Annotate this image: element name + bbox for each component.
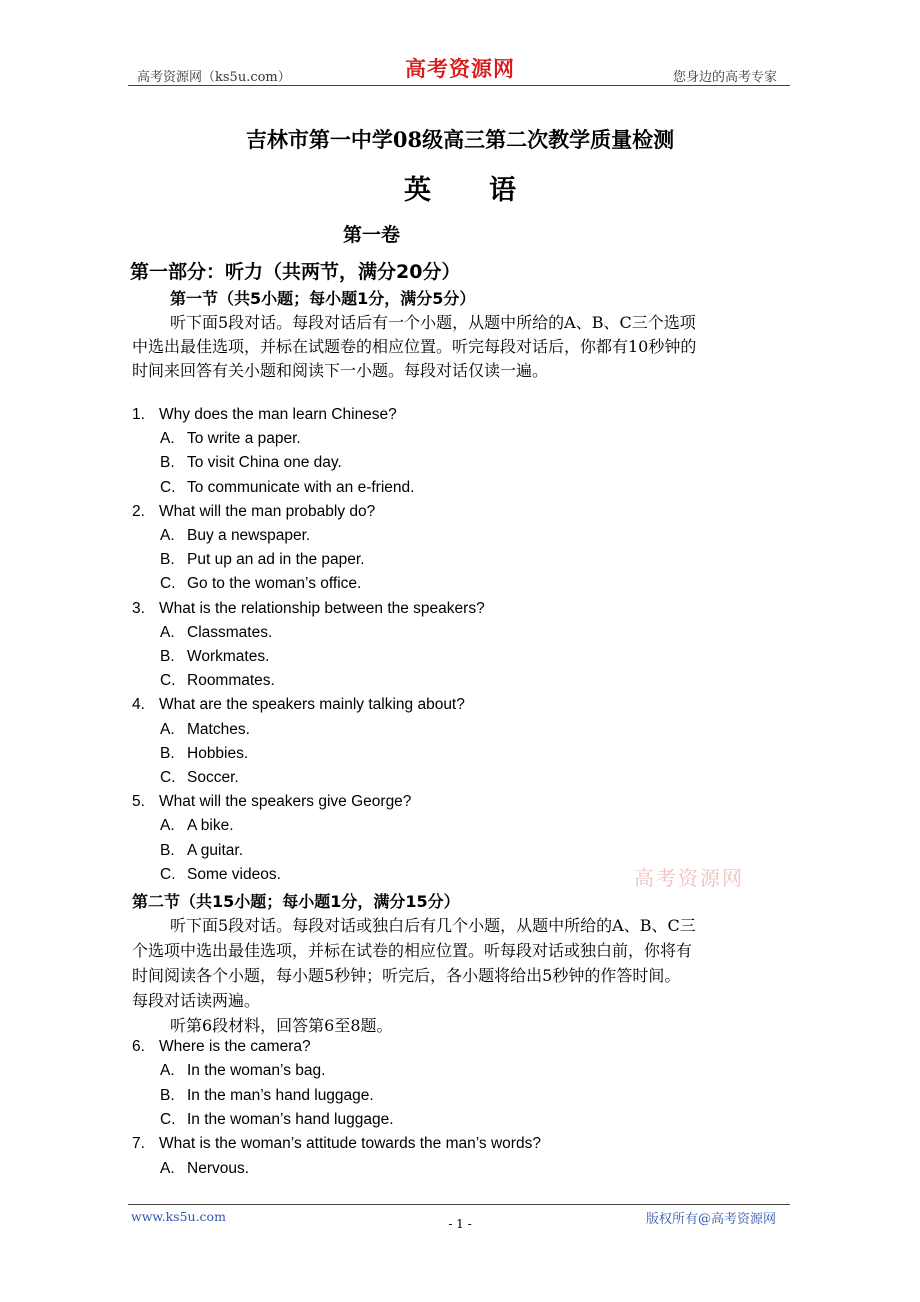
question-number: 6. (132, 1038, 145, 1055)
footer-divider (128, 1204, 790, 1205)
question-item (132, 696, 465, 714)
option-text: Put up an ad in the paper. (187, 551, 365, 569)
answer-option (160, 575, 361, 593)
option-letter: C. (160, 478, 176, 496)
answer-option (160, 454, 342, 472)
footer-link[interactable]: www.ks5u.com (131, 1209, 226, 1224)
answer-option (160, 1160, 249, 1178)
section1-heading: 第一节（共5小题；每小题1分，满分5分） (170, 289, 476, 308)
question-item (132, 793, 411, 811)
option-text: A guitar. (187, 841, 244, 859)
option-text: Go to the woman’s office. (187, 575, 362, 593)
answer-option (160, 551, 365, 569)
option-letter: B. (160, 551, 175, 569)
section2-instruction-line: 听下面5段对话。每段对话或独白后有几个小题，从题中所给的A、B、C三 (170, 916, 696, 935)
option-text: Buy a newspaper. (187, 527, 311, 544)
material-note: 听第6段材料，回答第6至8题。 (170, 1016, 393, 1035)
answer-option (160, 1062, 325, 1080)
option-letter: C. (160, 1110, 176, 1128)
answer-option (160, 624, 272, 642)
option-text: In the man’s hand luggage. (187, 1086, 374, 1104)
option-letter: B. (160, 648, 175, 665)
option-letter: C. (160, 575, 176, 593)
answer-option (160, 745, 248, 763)
question-number: 3. (132, 599, 145, 617)
option-letter: C. (160, 672, 176, 690)
volume-title: 第一卷 (343, 224, 401, 246)
answer-option (160, 721, 250, 739)
question-text: What will the man probably do? (159, 502, 376, 520)
option-text: To write a paper. (187, 430, 301, 448)
option-letter: A. (160, 720, 175, 738)
question-number: 5. (132, 793, 145, 811)
option-letter: B. (160, 841, 175, 859)
section1-instruction-line: 听下面5段对话。每段对话后有一个小题，从题中所给的A、B、C三个选项 (170, 313, 696, 332)
answer-option (160, 866, 281, 884)
option-letter: A. (160, 1159, 175, 1177)
answer-option (160, 479, 414, 497)
section1-instruction-line: 时间来回答有关小题和阅读下一小题。每段对话仅读一遍。 (132, 361, 549, 380)
option-text: Matches. (187, 720, 250, 738)
watermark-logo: 高考资源网 (634, 866, 744, 890)
section2-instruction-line: 个选项中选出最佳选项，并标在试卷的相应位置。听每段对话或独白前，你将有 (132, 941, 693, 960)
answer-option (160, 430, 301, 448)
option-letter: C. (160, 769, 176, 786)
question-text: What are the speakers mainly talking about? (159, 696, 465, 714)
option-text: In the woman’s hand luggage. (187, 1110, 394, 1128)
option-letter: B. (160, 454, 175, 472)
option-text: Roommates. (187, 672, 275, 690)
footer-copyright: 版权所有@高考资源网 (646, 1212, 777, 1227)
option-letter: A. (160, 623, 175, 641)
question-item (132, 406, 397, 424)
option-text: To communicate with an e-friend. (187, 478, 415, 496)
answer-option (160, 842, 243, 860)
section2-instruction-line: 每段对话读两遍。 (132, 991, 261, 1010)
question-number: 1. (132, 406, 145, 423)
question-text: Where is the camera? (159, 1038, 311, 1055)
option-text: Hobbies. (187, 744, 249, 762)
option-text: To visit China one day. (187, 454, 342, 472)
option-letter: C. (160, 865, 176, 883)
section2-instruction-line: 时间阅读各个小题，每小题5秒钟；听完后，各小题将给出5秒钟的作答时间。 (132, 966, 681, 985)
question-text: What will the speakers give George? (159, 793, 412, 811)
option-text: Classmates. (187, 623, 273, 641)
question-text: What is the relationship between the speakers? (159, 599, 485, 617)
answer-option (160, 769, 239, 787)
question-text: What is the woman’s attitude towards the man’s words? (159, 1135, 541, 1153)
header-logo: 高考资源网 (405, 56, 515, 81)
page-number: - 1 - (448, 1217, 472, 1231)
question-item (132, 600, 485, 618)
question-number: 4. (132, 696, 145, 714)
header-site-name: 高考资源网（ks5u.com） (137, 70, 291, 85)
part1-heading: 第一部分：听力（共两节，满分20分） (130, 261, 461, 283)
option-letter: A. (160, 527, 175, 544)
option-text: In the woman’s bag. (187, 1062, 326, 1080)
subject-title: 英语 (404, 175, 574, 206)
question-item (132, 503, 375, 521)
header-divider (128, 85, 790, 86)
option-text: A bike. (187, 817, 234, 835)
section1-instruction-line: 中选出最佳选项，并标在试题卷的相应位置。听完每段对话后，你都有10秒钟的 (132, 337, 697, 356)
question-item (132, 1135, 541, 1153)
answer-option (160, 1111, 394, 1129)
option-letter: A. (160, 430, 175, 448)
answer-option (160, 527, 310, 545)
option-letter: B. (160, 744, 175, 762)
header-slogan: 您身边的高考专家 (673, 70, 778, 85)
option-letter: B. (160, 1086, 175, 1104)
answer-option (160, 1087, 374, 1105)
option-text: Workmates. (187, 648, 270, 665)
section2-heading: 第二节（共15小题；每小题1分，满分15分） (132, 892, 460, 911)
answer-option (160, 648, 269, 666)
option-text: Some videos. (187, 865, 281, 883)
option-letter: A. (160, 1062, 175, 1080)
option-text: Nervous. (187, 1159, 250, 1177)
question-item (132, 1038, 311, 1056)
answer-option (160, 672, 275, 690)
question-text: Why does the man learn Chinese? (159, 406, 397, 423)
option-text: Soccer. (187, 769, 239, 786)
question-number: 2. (132, 502, 145, 520)
question-number: 7. (132, 1135, 145, 1153)
answer-option (160, 817, 234, 835)
exam-title: 吉林市第一中学08级高三第二次教学质量检测 (245, 127, 675, 152)
option-letter: A. (160, 817, 175, 835)
